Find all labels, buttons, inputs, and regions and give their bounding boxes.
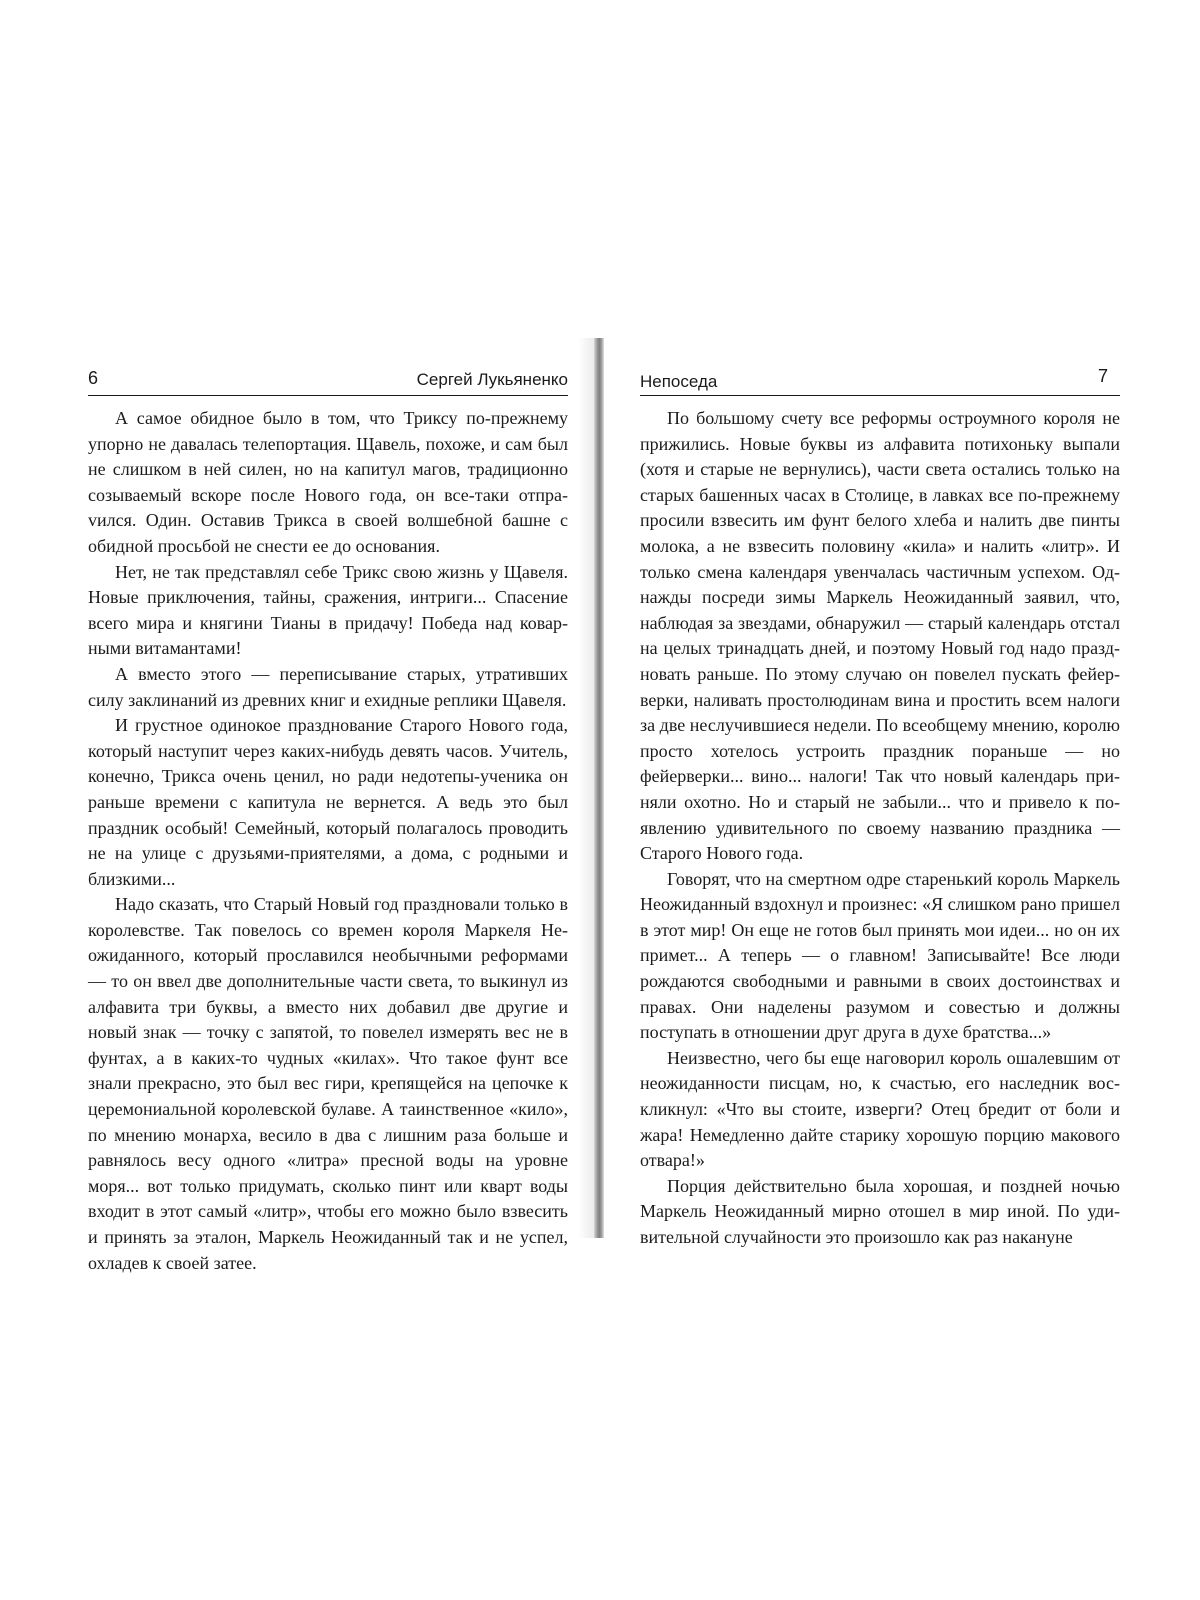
right-body-text — [640, 406, 1120, 1251]
left-paragraph: Нет, не так представлял себе Трикс свою жизнь у Щавеля. Новые приключения, тайны, сражения, интриги... Спасение всего мира и княгини Тианы в придачу! Победа над коварными витамантами! — [88, 561, 568, 659]
book-gutter-shadow — [578, 338, 594, 1238]
right-page-number: 7 — [1097, 366, 1108, 386]
left-body-text — [88, 406, 568, 1276]
book-gutter — [594, 338, 604, 1238]
left-page-number: 6 — [88, 368, 99, 388]
left-running-head — [88, 365, 568, 396]
left-paragraph: А вместо этого — переписывание старых, утративших силу заклинаний из древних книг и ехидные реплики Щавеля. — [88, 663, 568, 710]
right-paragraph: Неизвестно, чего бы еще наговорил король ошалевшим от неожиданности писцам, но, к счастью, его наследник воскликнул: «Что вы стоите, изверги? Отец бредит от боли и жара! Немедленно дайте старику хорошую порцию макового отвара!» — [640, 1047, 1120, 1171]
left-page — [88, 365, 568, 1276]
right-paragraph: Говорят, что на смертном одре старенький король Маркель Неожиданный вздохнул и произнес: «Я слишком рано пришел в этот мир! Он еще не готов был принять мои идеи... но он их примет... А теперь — о главном! Записывайте! Все люди рождаются свободными и равными в своих достоинствах и правах. Они наделены разумом и совестью и должны поступать в отношении друг друга в духе братства...» — [640, 868, 1120, 1043]
left-paragraph: Надо сказать, что Старый Новый год праздновали только в королевстве. Так повелось со времен короля Маркеля Неожиданного, который прославился необычными реформами — то он ввел две дополнительные части света, то выкинул из алфавита три буквы, а вместо них добавил две другие и новый знак — точку с запятой, то повелел измерять вес не в фунтах, а в каких-то чудных «килах». Что такое фунт все знали прекрасно, это был вес гири, крепящейся на цепочке к церемониальной королевской булаве. А таинственное «кило», по мнению монарха, весило в два с лишним раза больше и равнялось весу одного «литра» пресной воды на уровне моря... вот только придумать, сколько пинт или кварт воды входит в этот самый «литр», чтобы его можно было взвесить и принять за эталон, Маркель Неожиданный так и не успел, охладев к своей затее. — [88, 894, 568, 1273]
left-paragraph: А самое обидное было в том, что Триксу по-прежнему упорно не давалась телепортация. Щавель, похоже, и сам был не слишком в ней силен, но на капитул магов, традиционно созываемый вскоре после Нового года, он все-таки отпраvился. Один. Оставив Трикса в своей волшебной башне с обидной просьбой не снести ее до основания. — [88, 408, 568, 556]
right-running-title: Непоседа — [640, 372, 718, 391]
right-running-head — [640, 365, 1120, 396]
left-running-title: Сергей Лукьяненко — [416, 370, 568, 389]
right-page — [640, 365, 1120, 1251]
right-paragraph: Порция действительно была хорошая, и поздней ночью Маркель Неожиданный мирно отошел в мир иной. По удивительной случайности это произошло как раз накануне — [640, 1175, 1120, 1247]
left-paragraph: И грустное одинокое празднование Старого Нового года, который наступит через каких-нибудь девять часов. Учитель, конечно, Трикса очень ценил, но ради недотепы-ученика он раньше времени с капитула не вернется. А ведь это был праздник особый! Семейный, который полагалось проводить не на улице с друзьями-приятелями, а дома, с родными и близкими... — [88, 715, 568, 889]
right-paragraph: По большому счету все реформы остроумного короля не прижились. Новые буквы из алфавита потихоньку выпали (хотя и старые не вернулись), части света остались только на старых башенных часах в Столице, в лавках все по-прежнему просили взвесить им фунт белого хлеба и налить две пинты молока, а не взвесить половину «кила» и налить «литр». И только смена календаря увенчалась частичным успехом. Однажды посреди зимы Маркель Неожиданный заявил, что, наблюдая за звездами, обнаружил — старый календарь отстал на целых тринадцать дней, и поэтому Новый год надо праздновать раньше. По этому случаю он повелел пускать фейерверки, наливать простолюдинам вина и простить всем налоги за две неслучившиеся недели. По всеобщему мнению, королю просто хотелось устроить праздник пораньше — но фейерверки... вино... налоги! Так что новый календарь приняли охотно. Но и старый не забыли... что и привело к появлению удивительного по своему названию праздника — Старого Нового года. — [640, 408, 1120, 864]
